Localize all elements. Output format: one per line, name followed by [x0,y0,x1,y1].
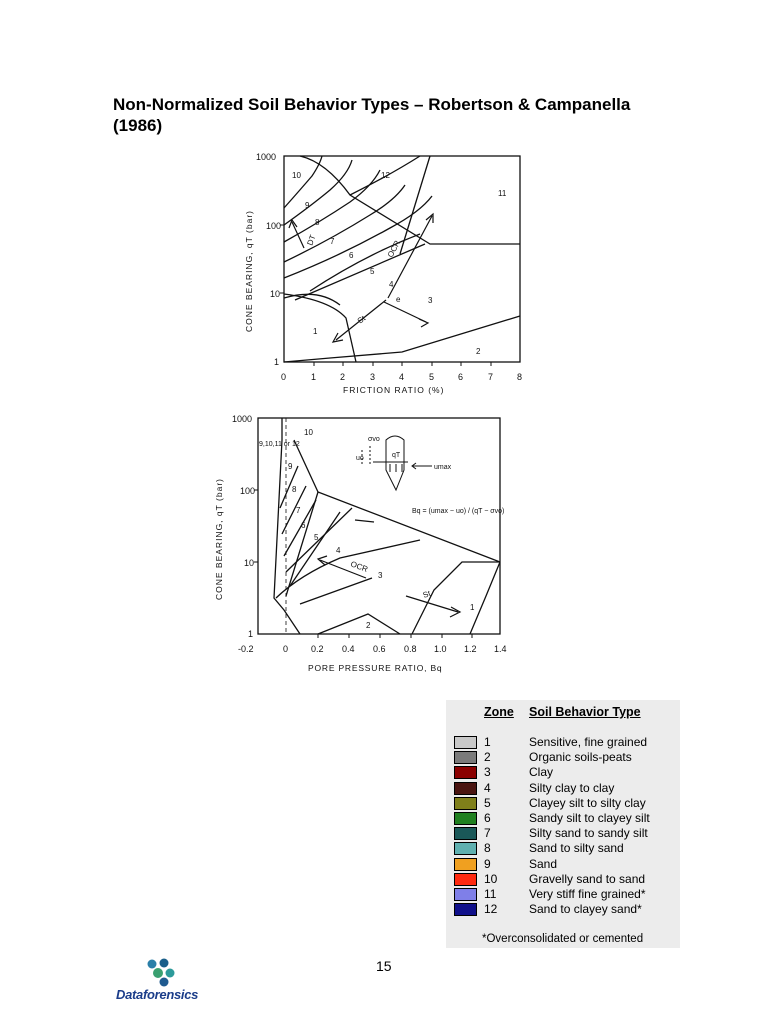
zone-type: Organic soils-peats [529,750,632,765]
chart1-xtick: 8 [517,372,523,382]
zone-number: 12 [484,902,498,917]
legend-row [446,750,680,765]
chart1-zone-numbers [292,171,507,356]
zone-label: 9 [305,201,310,210]
zone-9-10-11-12-note: 9,10,11 or 12 [259,441,300,448]
piezocone-sketch [362,436,432,490]
chart1-labels [244,152,522,395]
chart1-ytick-1: 1 [274,357,280,367]
legend-footnote: *Overconsolidated or cemented [482,933,644,945]
legend-row [446,857,680,872]
zone-color-swatch [454,751,477,764]
chart1-xtick: 3 [370,372,376,382]
chart2-xtick: 0.2 [311,644,324,654]
chart2-xlabel: PORE PRESSURE RATIO, Bq [308,663,443,673]
chart1-xtick: 5 [429,372,435,382]
zone-color-swatch [454,858,477,871]
zone-color-swatch [454,842,477,855]
e-label: e [396,295,401,304]
zone-label: 7 [296,506,301,515]
zone1-2-boundary [284,316,520,362]
zone-number: 1 [484,735,491,749]
zone-number: 4 [484,780,491,795]
chart1-ytick-10: 10 [270,289,281,299]
chart1-ytick-1000: 1000 [256,152,277,162]
zone-color-swatch [454,797,477,810]
zone-label: 3 [378,571,383,580]
chart2-ytick-100: 100 [240,486,256,496]
uo-label: uo [356,455,364,462]
pore-pressure-chart [254,418,500,638]
zone-type: Sandy silt to clayey silt [529,811,650,825]
chart2-zone-boundaries [274,418,500,634]
qt-label: qT [392,452,401,459]
chart2-ylabel: CONE BEARING, qT (bar) [214,478,224,600]
zone-label: 10 [304,428,313,437]
legend-row [446,826,680,841]
logo-dots-icon [116,956,212,988]
chart2-xtick: 0.8 [404,644,417,654]
legend-row [446,796,680,811]
chart2-xtick: -0.2 [238,644,254,654]
zone-color-swatch [454,827,477,840]
chart1-xtick: 4 [399,372,405,382]
legend-row [446,811,680,826]
zone-number: 3 [484,765,491,780]
zone-color-swatch [454,873,477,886]
ocr-label: OCR [385,239,403,259]
zone-number: 2 [484,750,491,765]
legend-type-header: Soil Behavior Type [529,705,641,719]
zone-label: 8 [292,485,297,494]
zone1-boundary [284,294,356,362]
chart1-xtick: 0 [281,372,287,382]
chart1-xtick: 2 [340,372,346,382]
zone-number: 9 [484,856,491,871]
chart2-ytick-1: 1 [248,629,254,639]
sigma-vo-label: σvo [368,436,380,443]
legend-row [446,887,680,902]
zone-label: 12 [381,171,390,180]
chart2-xticks [238,644,507,654]
zone-label: 2 [366,621,371,630]
chart2-ytick-10: 10 [244,558,255,568]
zone-type: Sand [529,856,558,871]
zone-color-swatch [454,903,477,916]
zone-label: 6 [301,521,306,530]
chart1-xticks [281,372,522,382]
legend-row [446,765,680,780]
dt-label: DT [305,233,318,247]
legend-row [446,841,680,856]
zone-type: Very stiff fine grained* [529,887,646,901]
zone-label: 4 [389,280,394,289]
zone-type: Silty clay to clay [529,780,615,795]
zone-label: 4 [336,546,341,555]
ocr-label: OCR [349,559,370,574]
zone-label: 9 [288,462,293,471]
zone-number: 7 [484,826,491,841]
zone-color-swatch [454,888,477,901]
zone-label: 5 [370,267,375,276]
legend-zone-header: Zone [484,705,514,719]
zone-label: 1 [313,327,318,336]
zone-number: 11 [484,887,497,901]
st-label: St [421,588,432,600]
zone-label: 6 [349,251,354,260]
zone-label: 10 [292,171,301,180]
chart2-xtick: 1.2 [464,644,477,654]
zone-type: Clayey silt to silty clay [529,795,646,810]
zone-color-swatch [454,736,477,749]
chart2-zone-numbers [288,428,475,630]
zone12-boundary [300,156,520,247]
zone-type: Sensitive, fine grained [529,735,648,749]
page-title: Non-Normalized Soil Behavior Types – Robertson & Campanella (1986) [113,95,631,135]
legend-row [446,781,680,796]
chart2-xtick: 0 [283,644,289,654]
chart2-plot-frame [258,418,500,634]
chart1-xlabel: FRICTION RATIO (%) [343,385,445,395]
chart2-trend-arrows [318,556,460,617]
zone-label: 1 [470,603,475,612]
zone-label: 2 [476,347,481,356]
legend-row [446,872,680,887]
zone-number: 8 [484,841,491,856]
zone-number: 6 [484,811,491,825]
chart2-xtick: 1.0 [434,644,447,654]
zone-label: 11 [498,189,507,198]
zone-label: 7 [330,237,335,246]
bq-formula: Bq = (umax − uo) / (qT − σvo) [412,508,505,515]
dataforensics-logo [116,956,212,1008]
soil-behavior-legend [446,700,680,948]
zone-color-swatch [454,766,477,779]
zone-number: 10 [484,871,498,886]
zone-label: 8 [315,218,320,227]
zone-type: Silty sand to sandy silt [529,826,648,841]
chart1-ytick-100: 100 [266,221,282,231]
chart1-xtick: 1 [311,372,317,382]
zone-left-boundary [274,418,300,634]
page-number: 15 [376,958,392,974]
zone-color-swatch [454,782,477,795]
chart2-ytick-1000: 1000 [232,414,253,424]
chart1-xtick: 6 [458,372,464,382]
chart2-xtick: 0.6 [373,644,386,654]
zone-label: 3 [428,296,433,305]
chart1-zone-boundaries [284,156,520,362]
zone-type: Clay [529,765,554,780]
legend-row [446,902,680,917]
legend-row [446,735,680,750]
zone-type: Sand to clayey sand* [529,902,642,917]
zone-color-swatch [454,812,477,825]
umax-label: umax [434,464,452,471]
chart2-xtick: 0.4 [342,644,355,654]
zone-number: 5 [484,795,491,810]
chart1-ylabel: CONE BEARING, qT (bar) [244,210,254,332]
chart1-xtick: 7 [488,372,494,382]
logo-text: Dataforensics [116,987,199,1002]
chart1-plot-frame [284,156,520,362]
chart2-xtick: 1.4 [494,644,507,654]
st-label: St [355,313,368,326]
zone-type: Sand to silty sand [529,841,624,856]
zone-label: 5 [314,533,319,542]
zone-type: Gravelly sand to sand [529,871,646,886]
